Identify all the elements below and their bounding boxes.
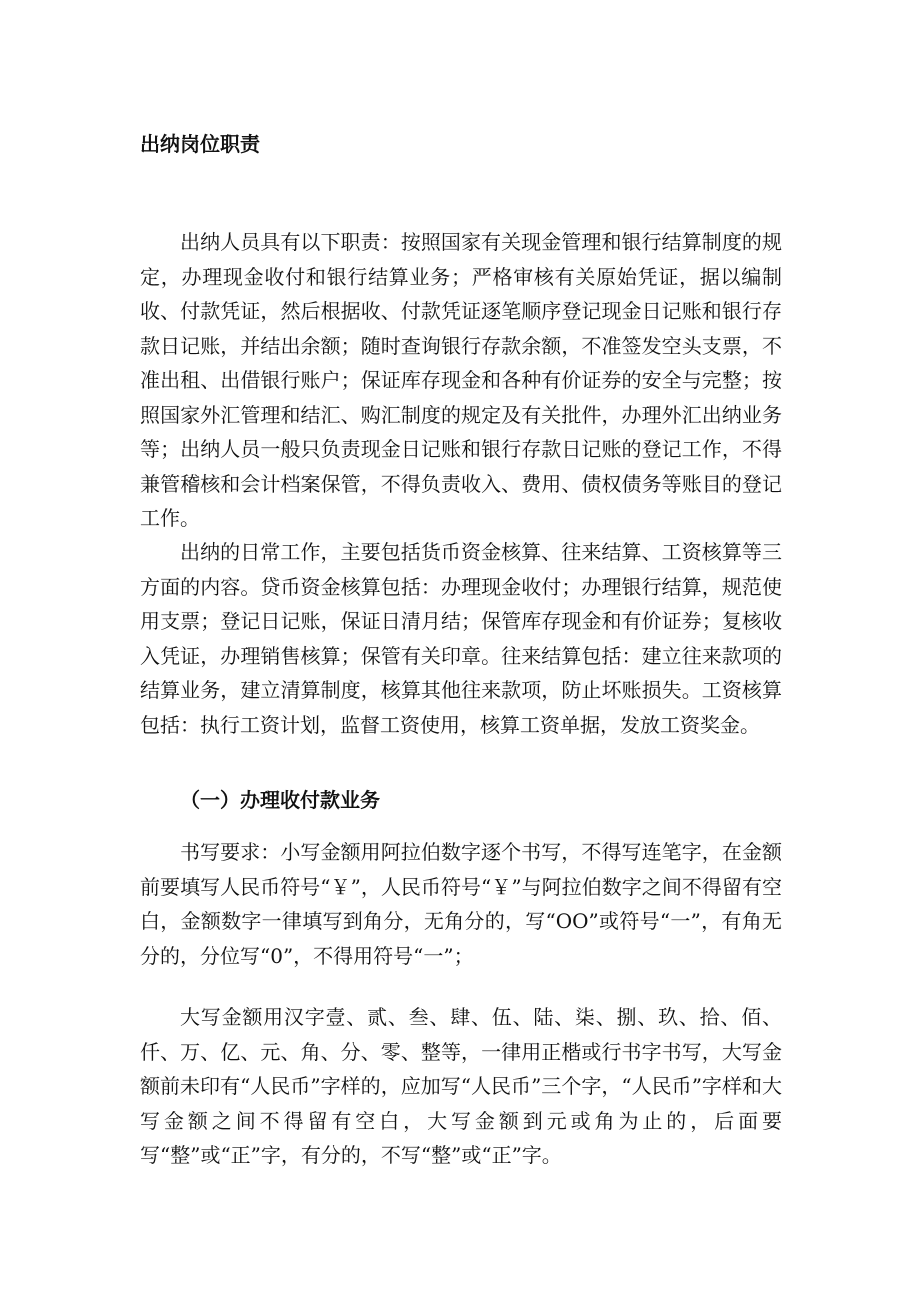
paragraph-writing-requirements: 书写要求：小写金额用阿拉伯数字逐个书写，不得写连笔字，在金额前要填写人民币符号“￥”，人民币符号“￥”与阿拉伯数字之间不得留有空白，金额数字一律填写到角分，无角分的，写“OO”或符号“一”，有角无分的，分位写“0”，不得用符号“一”； bbox=[140, 840, 782, 968]
paragraph-daily-work: 出纳的日常工作，主要包括货币资金核算、往来结算、工资核算等三方面的内容。贷币资金核算包括：办理现金收付；办理银行结算，规范使用支票；登记日记账，保证日清月结；保管库存现金和有价证券；复核收入凭证，办理销售核算；保管有关印章。往来结算包括：建立往来款项的结算业务，建立清算制度，核算其他往来款项，防止坏账损失。工资核算包括：执行工资计划，监督工资使用，核算工资单据，发放工资奖金。 bbox=[140, 540, 782, 737]
document-title: 出纳岗位职责 bbox=[140, 132, 260, 156]
section-heading: （一）办理收付款业务 bbox=[180, 788, 380, 812]
paragraph-capital-amounts: 大写金额用汉字壹、贰、叁、肆、伍、陆、柒、捌、玖、拾、佰、仟、万、亿、元、角、分、零、整等，一律用正楷或行书字书写，大写金额前未印有“人民币”字样的，应加写“人民币”三个字，“人民币”字样和大写金额之间不得留有空白，大写金额到元或角为止的，后面要写“整”或“正”字，有分的，不写“整”或“正”字。 bbox=[140, 1005, 782, 1167]
paragraph-duties: 出纳人员具有以下职责：按照国家有关现金管理和银行结算制度的规定，办理现金收付和银行结算业务；严格审核有关原始凭证，据以编制收、付款凭证，然后根据收、付款凭证逐笔顺序登记现金日记账和银行存款日记账，并结出余额；随时查询银行存款余额，不准签发空头支票，不准出租、出借银行账户；保证库存现金和各种有价证券的安全与完整；按照国家外汇管理和结汇、购汇制度的规定及有关批件，办理外汇出纳业务等；出纳人员一般只负责现金日记账和银行存款日记账的登记工作，不得兼管稽核和会计档案保管，不得负责收入、费用、债权债务等账目的登记工作。 bbox=[140, 230, 782, 530]
